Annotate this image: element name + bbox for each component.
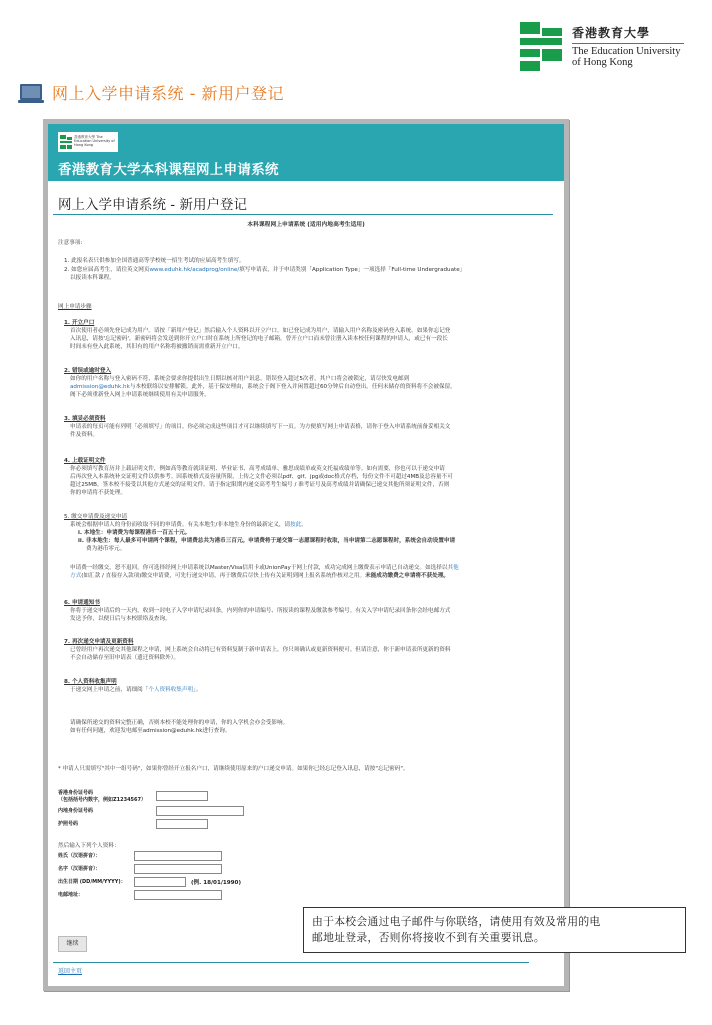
step-5-title: 5. 缴交申请费及递交申请 — [64, 514, 128, 520]
home-link[interactable]: 返回主页 — [58, 968, 83, 975]
banner-logo-text: 香港教育大學 The Education University of Hong Kong — [74, 135, 115, 147]
step-4-text-1: 你必须填写教育历并上载证明文件，例如高等教育就读证明、毕业证书、高考成绩单、雅思成绩单或英文托福成绩单等。如有需要，你也可以于递交申请 — [70, 466, 445, 472]
email-input[interactable] — [134, 890, 222, 900]
passport-input[interactable] — [156, 819, 208, 829]
step-5-local-fee: i. 本地生：申请费为每课程港币一百五十元。 — [78, 530, 191, 536]
step-4-text-2: 后再次登入本系统补交证明文件以供参考。因系统格式及容量所限，上传之文件必须以pdf、gif、jpg或doc格式存档，每份文件不可超过4MB及总容量不可 — [70, 474, 453, 480]
given-name-input[interactable] — [134, 864, 222, 874]
step-5-nonlocal-fee-cont: 费为港币零元。 — [86, 546, 126, 552]
hkid-label: 香港身份证号码 — [58, 790, 94, 796]
step-2-title: 2. 错误或逾时登入 — [64, 368, 112, 374]
step-7-text-2: 不会自动储存至旧申请表（遗迁资料除外）。 — [70, 655, 180, 661]
privacy-statement-link[interactable]: 个人资料收集声明 — [148, 687, 194, 693]
step-3-text-1: 申请表的每页可能有列明「必须填写」的项目。你必须完成这些项目才可以继续填写下一页。为方便填写网上申请表格，请你于登入申请系统前备妥相关文 — [70, 424, 451, 430]
eduhk-logo-mark — [520, 22, 564, 72]
email-label: 电邮地址： — [58, 892, 84, 898]
step-7-text-1: 已曾经用户再次递交其他课程之申请，网上系统会自动将已有资料复制于新申请表上，你只须确认或更新资料便可。但请注意，你于新申请表所更新的资料 — [70, 647, 451, 653]
continue-button[interactable]: 继续 — [58, 936, 87, 952]
step-8-text: 于递交网上申请之前，请细阅「个人资料收集声明」。 — [70, 687, 202, 693]
other-payment-link[interactable]: 其他 — [447, 565, 459, 571]
application-screenshot — [43, 119, 569, 991]
step-6-text-1: 你将于递交申请后的一天内，收到一封电子入学申请纪录回条，内列你的申请编号、所报读的课程及缴款参考编号。有关入学申请纪录回条你会经电邮方式 — [70, 608, 451, 614]
logo-english-line2: of Hong Kong — [572, 57, 633, 68]
site-banner — [48, 124, 564, 181]
surname-input[interactable] — [134, 851, 222, 861]
step-2-text-2: admission@eduhk.hk与本校联络以安排解锁。此外，基于保安理由，系统会于阁下登入并闲置超过60分钟后自动登出。任何未储存的资料将不会被保留， — [70, 384, 456, 390]
notice-item-2-cont: 以报读本科课程。 — [70, 275, 115, 281]
eduhk-logo — [520, 22, 700, 72]
step-5-nonlocal-fee: ii. 非本地生：每人最多可申请两个课程，申请费总共为港币三百元。申请费将于递交第一志愿课程时收取，当申请第二志愿课程时，系统会自动设置申请 — [78, 538, 456, 544]
step-1-text-1: 首次使用者必须先登记成为用户。请按「新用户登记」然后输入个人资料以开立户口。如已登记成为用户，请输入用户名称及密码登入系统。如果你忘记登 — [70, 328, 451, 334]
residency-definition-link[interactable]: 按此 — [290, 522, 302, 528]
notice-item-2: 2. 如您应届高考生，请往英文网页www.eduhk.hk/acadprog/online/填写申请表，并于申请类别「Application Type」一项选择「Full-time Undergraduate」 — [64, 267, 466, 273]
personal-info-label: 然后输入下列个人资料： — [58, 843, 120, 849]
step-3-text-2: 件及资料。 — [70, 432, 98, 438]
mainland-id-label: 内地身份证号码 — [58, 808, 94, 814]
required-note: * 申请人只需填写"其中一组号码"，如果你曾经开立报名户口，请继续使用原来的户口递交申请。如果你已经忘记登入讯息，请按"忘记密码"。 — [58, 766, 409, 772]
step-4-title: 4. 上载证明文件 — [64, 458, 106, 464]
step-5-text-1: 系统会根据申请人的身份而收取不同的申请费。有关本地生/非本地生身份的最新定义，请按此。 — [70, 522, 307, 528]
passport-label: 护照号码 — [58, 821, 79, 827]
step-5-payment-text-1: 申请费一经缴交，恕不退回。你可选择经网上申请系统以Master/Visa信用卡或UnionPay于网上付款，成功完成网上缴费表示申请已自动递交。如选择以其他 — [70, 565, 459, 571]
step-1-text-3: 时间未有登入此系统，其旧有的用户名称将被撤销而需重新开立户口。 — [70, 344, 244, 350]
notice-item-1: 1. 此报名表只供参加全国普通高等学校统一招生考试的应届高考生填写。 — [64, 258, 245, 264]
monitor-icon — [20, 84, 42, 100]
step-6-text-2: 发送予你，以便日后与本校联络及查询。 — [70, 616, 171, 622]
hkid-input[interactable] — [156, 791, 208, 801]
system-subtitle: 网上入学申请系统 - 新用户登记 — [58, 197, 247, 213]
step-2-text-3: 阁下必须重新登入网上申请系统继续使用有关申请服务。 — [70, 392, 210, 398]
admission-email-link[interactable]: admission@eduhk.hk — [70, 384, 130, 390]
banner-logo — [58, 132, 118, 152]
hkid-hint: （包括括号内数字，例如Z1234567） — [58, 797, 146, 803]
closing-text-1: 请确保所递交的资料完整正确，否则本校不能处理你的申请，你的入学机会亦会受影响。 — [70, 720, 289, 726]
step-4-text-3: 超过25MB。签本校不接受以其他方式递交的证明文件。请于指定限期内递交高考考生编号 / 准考证号及高考成绩并请确保已递交其他所须证明文件，否则 — [70, 482, 450, 488]
mainland-id-input[interactable] — [156, 806, 244, 816]
logo-chinese-name: 香港教育大學 — [572, 26, 651, 40]
logo-english-line1: The Education University — [572, 46, 681, 57]
page-title: 网上入学申请系统 - 新用户登记 — [52, 83, 284, 103]
system-name: 本科课程网上申请系统 (适用内地高考生适用) — [247, 222, 365, 228]
step-2-text-1: 如你的用户名称与登入密码不符，系统会要求你提供出生日期以核对用户讯息。错误登入超过5次者，其户口将会被锁定，请尽快发电邮到 — [70, 376, 410, 382]
step-8-title: 8. 个人资料收集声明 — [64, 679, 117, 685]
closing-text-2: 如有任何问题，欢迎发电邮至admission@eduhk.hk进行查询。 — [70, 728, 231, 734]
email-notice-callout — [303, 907, 686, 953]
dob-input[interactable] — [134, 877, 186, 887]
step-1-text-2: 入讯息，请按'忘记密码'，新密码将会发送到你开立户口时在系统上所登记的电子邮箱。曾开立户口而未曾注册入读本校任何课程的申请人，或已有一段长 — [70, 336, 448, 342]
banner-title: 香港教育大学本科课程网上申请系统 — [58, 162, 279, 178]
page-heading — [20, 82, 284, 102]
surname-label: 姓氏（汉语拼音）： — [58, 853, 101, 859]
email-notice-line2: 邮地址登录，否则你将接收不到有关重要讯息。 — [312, 930, 546, 944]
english-site-link[interactable]: www.eduhk.hk/acadprog/online/ — [149, 267, 240, 273]
step-5-payment-text-2: 方式(如汇款 / 直接存入款项)缴交申请费，可先行递交申请，再于缴费后尽快上传有关证明到网上报名系统作核对之用。未能成功缴费之申请将不获处理。 — [70, 573, 450, 579]
steps-heading: 网上申请步骤 — [58, 304, 92, 310]
step-1-title: 1. 开立户口 — [64, 320, 95, 326]
given-name-label: 名字（汉语拼音）： — [58, 866, 101, 872]
step-3-title: 3. 填妥必须资料 — [64, 416, 106, 422]
notice-label: 注意事项: — [58, 240, 83, 246]
step-6-title: 6. 申请通知书 — [64, 600, 100, 606]
email-notice-line1: 由于本校会通过电子邮件与你联络，请使用有效及常用的电 — [312, 915, 601, 928]
step-7-title: 7. 再次递交申请及更新资料 — [64, 639, 134, 645]
step-4-text-4: 你的申请将不获处理。 — [70, 490, 126, 496]
dob-example: (例. 18/01/1990) — [191, 880, 242, 886]
dob-label: 出生日期 (DD/MM/YYYY)： — [58, 879, 126, 885]
